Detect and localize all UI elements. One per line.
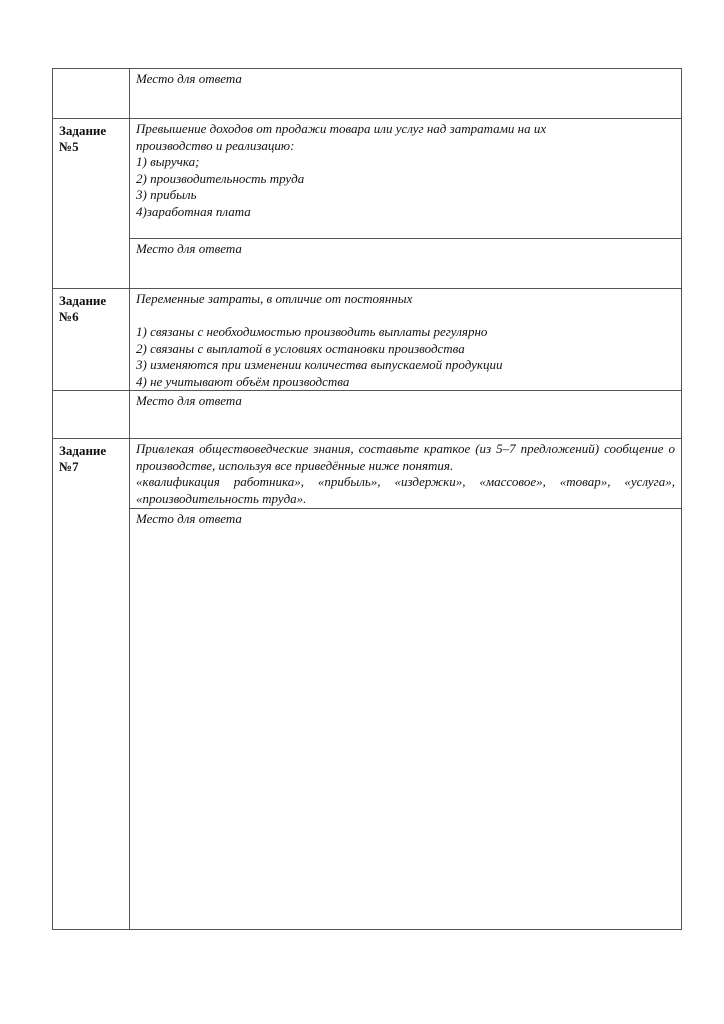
answer-placeholder: Место для ответа [136, 241, 242, 256]
answer-placeholder: Место для ответа [136, 71, 242, 86]
option: 2) связаны с выплатой в условиях остановки производства [136, 340, 465, 356]
option: 3) прибыль [136, 187, 197, 203]
task-6-answer-area[interactable] [129, 390, 682, 439]
task-number: №6 [59, 309, 79, 324]
task-number: №5 [59, 139, 79, 154]
task-number: №7 [59, 459, 79, 474]
task-7-answer-area[interactable] [129, 508, 682, 930]
question-text: производство и реализацию: [136, 137, 295, 153]
answer-placeholder: Место для ответа [136, 511, 242, 526]
option: 4) не учитывают объём производства [136, 373, 350, 389]
task-6-label [52, 288, 130, 391]
task-7-question [129, 438, 682, 509]
answer-area-prev[interactable] [129, 68, 682, 119]
terms-list: «квалификация работника», «прибыль», «издержки», «массовое», «товар», «услуга», «производительность труда». [136, 474, 675, 506]
option: 2) производительность труда [136, 170, 305, 186]
task-label-word: Задание [59, 123, 107, 138]
empty-label-cell [52, 68, 130, 119]
task-6-question [129, 288, 682, 391]
task-5-question [129, 118, 682, 239]
option: 3) изменяются при изменении количества выпускаемой продукции [136, 357, 503, 373]
question-text: Привлекая обществоведческие знания, составьте краткое (из 5–7 предложений) сообщение о производстве, используя все приведённые ниже понятия. [136, 441, 675, 473]
task-7-label [52, 438, 130, 930]
task-label-word: Задание [59, 443, 107, 458]
option: 1) связаны с необходимостью производить выплаты регулярно [136, 324, 488, 340]
task-5-label [52, 118, 130, 289]
task-label-word: Задание [59, 293, 107, 308]
question-text: Превышение доходов от продажи товара или услуг над затратами на их [136, 121, 547, 136]
answer-placeholder: Место для ответа [136, 393, 242, 408]
question-text: Переменные затраты, в отличие от постоянных [136, 291, 413, 306]
empty-label-cell [52, 390, 130, 439]
task-5-answer-area[interactable] [129, 238, 682, 289]
option: 4)заработная плата [136, 203, 251, 219]
option: 1) выручка; [136, 154, 200, 170]
